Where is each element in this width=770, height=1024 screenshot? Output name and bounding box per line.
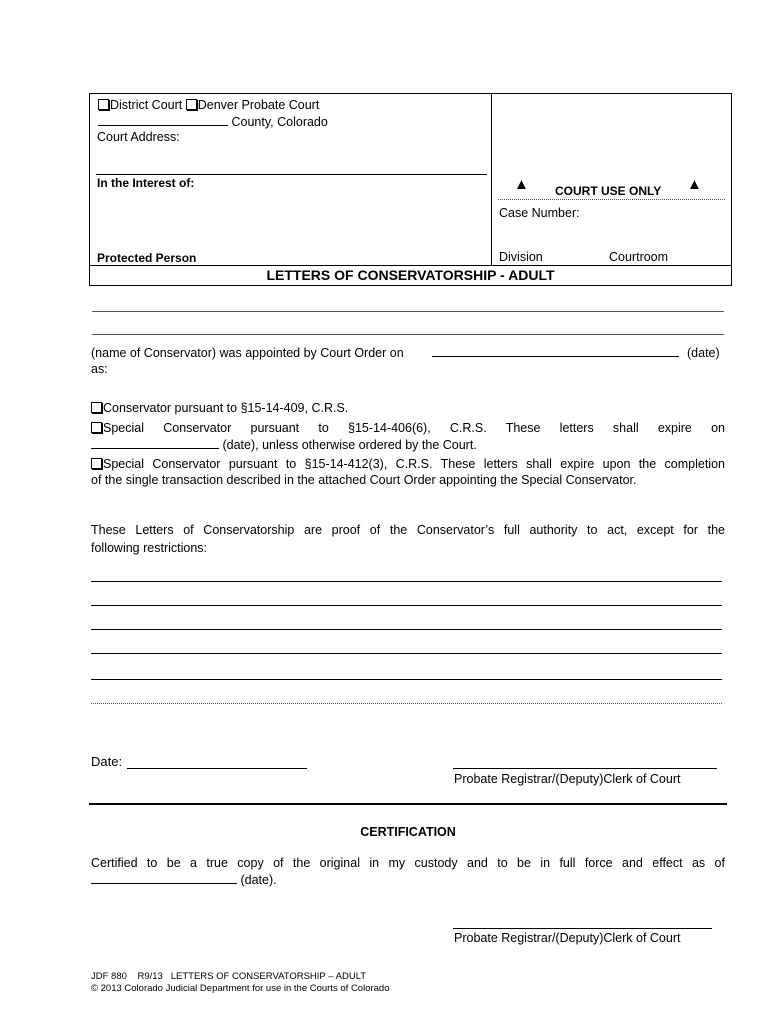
special-406-continuation (91, 437, 477, 453)
appointment-prefix: (name of Conservator) was appointed by Court Order on (91, 346, 404, 360)
special-412-continuation: of the single transaction described in the attached Court Order appointing the Special Conservator. (91, 473, 637, 487)
special-406-date-blank[interactable] (91, 437, 219, 449)
appointment-date-blank[interactable] (432, 356, 679, 357)
district-court-checkbox[interactable] (98, 99, 109, 110)
triangle-icon-left: ▲ (514, 176, 529, 193)
signature-date-blank[interactable] (127, 768, 307, 769)
restriction-line[interactable] (91, 679, 722, 680)
restriction-line[interactable] (91, 581, 722, 582)
certification-signature-line[interactable] (453, 928, 712, 929)
restrictions-line-1: These Letters of Conservatorship are proof of the Conservator’s full authority to act, except for the (91, 523, 725, 537)
conservator-name-line-2[interactable] (92, 334, 724, 335)
conservator-checkbox[interactable] (91, 402, 102, 413)
footer-copyright: © 2013 Colorado Judicial Department for use in the Courts of Colorado (91, 983, 390, 994)
special-406-checkbox[interactable] (91, 422, 102, 433)
restrictions-line-2: following restrictions: (91, 541, 208, 555)
certification-line-1: Certified to be a true copy of the original in my custody and to be in full force and effect as of (91, 856, 725, 870)
as-label: as: (91, 362, 108, 376)
denver-probate-court-checkbox[interactable] (186, 99, 197, 110)
special-412-option-text: Special Conservator pursuant to §15-14-412(3), C.R.S. These letters shall expire upon the completion (103, 457, 725, 471)
special-406-continuation-text: (date), unless otherwise ordered by the Court. (222, 438, 477, 452)
footer-revision: R9/13 (137, 971, 163, 982)
certification-heading: CERTIFICATION (360, 825, 456, 839)
interest-label: In the Interest of: (97, 176, 195, 190)
footer-form-line (91, 971, 366, 983)
county-blank[interactable] (98, 114, 228, 126)
district-court-label: District Court (110, 98, 183, 112)
registrar-signature-line[interactable] (453, 768, 717, 769)
court-use-rule (498, 199, 725, 200)
certification-date-suffix: (date). (240, 873, 277, 887)
appointment-date-suffix: (date) (687, 346, 720, 360)
special-406-option-text: Special Conservator pursuant to §15-14-406(6), C.R.S. These letters shall expire on (103, 421, 725, 435)
option-special-412 (91, 456, 725, 472)
certification-signer-label: Probate Registrar/(Deputy)Clerk of Court (454, 931, 681, 945)
case-number-label: Case Number: (499, 206, 580, 220)
registrar-signer-label: Probate Registrar/(Deputy)Clerk of Court (454, 772, 681, 786)
triangle-icon-right: ▲ (687, 176, 702, 193)
restriction-line[interactable] (91, 605, 722, 606)
court-type-row (98, 97, 319, 113)
division-label: Division (499, 250, 543, 264)
special-412-checkbox[interactable] (91, 458, 102, 469)
court-address-label: Court Address: (97, 130, 180, 144)
protected-person-label: Protected Person (97, 251, 197, 265)
footer-form-id: JDF 880 (91, 971, 127, 982)
date-label: Date: (91, 754, 123, 769)
option-conservator (91, 400, 348, 416)
conservator-option-text: Conservator pursuant to §15-14-409, C.R.S. (103, 401, 349, 415)
denver-probate-court-label: Denver Probate Court (197, 98, 320, 112)
section-divider (89, 803, 727, 805)
footer-form-title: LETTERS OF CONSERVATORSHIP – ADULT (170, 971, 367, 982)
caption-divider (491, 93, 492, 266)
restriction-line[interactable] (91, 653, 722, 654)
court-use-only-label: COURT USE ONLY (555, 184, 662, 198)
form-title: LETTERS OF CONSERVATORSHIP - ADULT (266, 267, 555, 283)
county-row (98, 114, 328, 130)
county-label: County, Colorado (231, 115, 328, 129)
conservator-name-line-1[interactable] (92, 311, 724, 312)
restriction-line[interactable] (91, 629, 722, 630)
certification-date-blank[interactable] (91, 872, 237, 884)
option-special-406 (91, 420, 725, 436)
courtroom-label: Courtroom (609, 250, 669, 264)
restriction-line[interactable] (91, 703, 722, 704)
certification-line-2 (91, 872, 277, 888)
